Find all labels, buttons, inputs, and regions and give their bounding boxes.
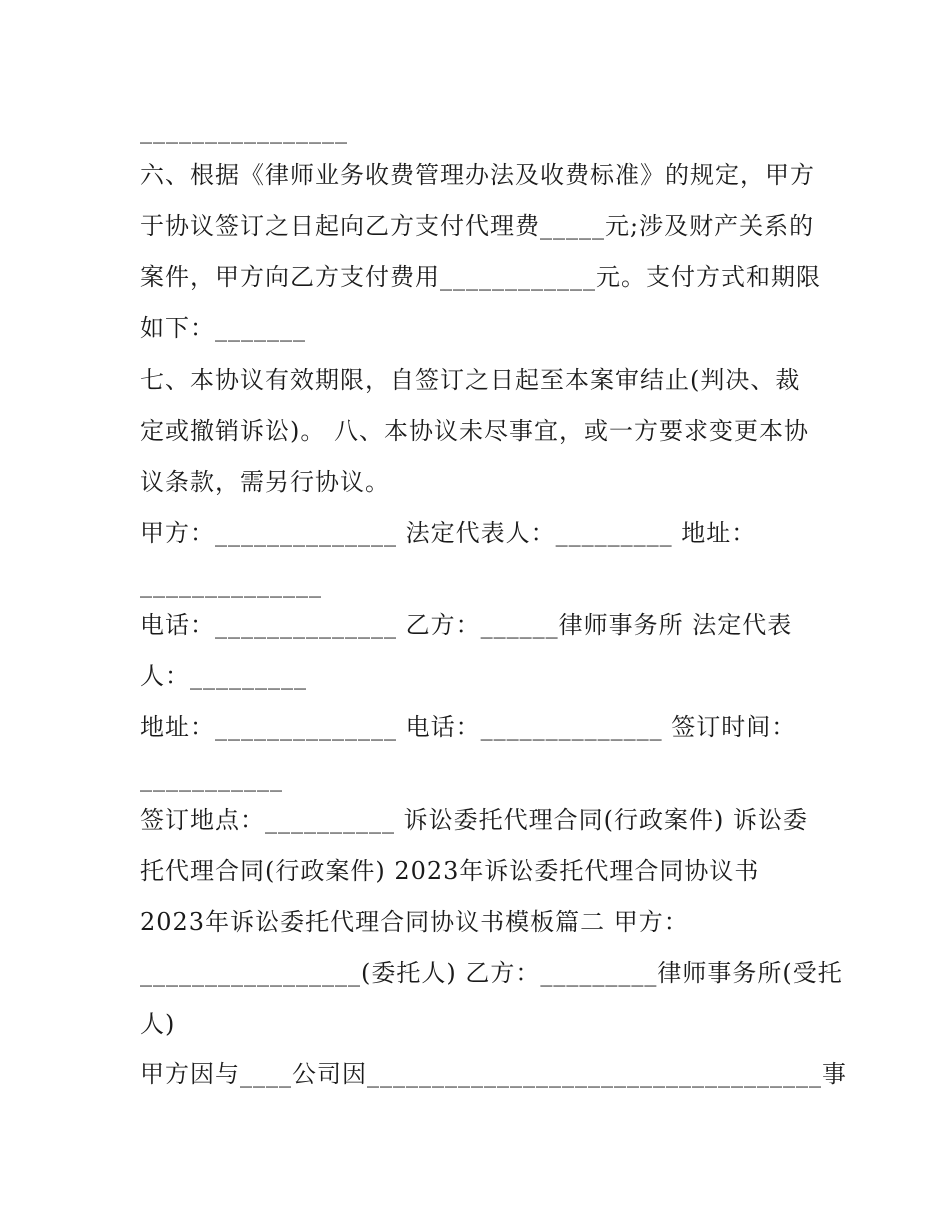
clause-6-line-3: 案件，甲方向乙方支付费用____________元。支付方式和期限 (140, 263, 821, 291)
representative-line: 人：_________ (140, 662, 307, 690)
blank-line: ___________ (140, 764, 283, 792)
signing-place-line: 签订地点：__________ 诉讼委托代理合同(行政案件) 诉讼委 (140, 806, 808, 834)
address-phone-line: 地址：______________ 电话：______________ 签订时间： (140, 713, 797, 741)
party-a-line: 甲方：______________ 法定代表人：_________ 地址： (140, 519, 757, 547)
clause-6-line-1: 六、根据《律师业务收费管理办法及收费标准》的规定，甲方 (140, 161, 815, 189)
clause-7-line-2: 定或撤销诉讼)。 八、本协议未尽事宜，或一方要求变更本协 (140, 417, 809, 445)
client-line-end: 人) (140, 1010, 176, 1038)
template-title-line: 2023年诉讼委托代理合同协议书模板篇二 甲方： (140, 908, 689, 936)
contract-title-line: 托代理合同(行政案件) 2023年诉讼委托代理合同协议书 (140, 857, 760, 885)
clause-6-line-2: 于协议签订之日起向乙方支付代理费_____元;涉及财产关系的 (140, 212, 815, 240)
clause-7-line-1: 七、本协议有效期限，自签订之日起至本案审结止(判决、裁 (140, 366, 801, 394)
client-line: _________________(委托人) 乙方：_________律师事务所(受托 (140, 959, 843, 987)
case-line: 甲方因与____公司因___________________________________事 (140, 1060, 847, 1088)
blank-line: ______________ (140, 570, 322, 598)
phone-party-b-line: 电话：______________ 乙方：______律师事务所 法定代表 (140, 611, 793, 639)
blank-line: ________________ (140, 116, 348, 144)
clause-7-line-3: 议条款，需另行协议。 (140, 468, 390, 496)
clause-6-line-4: 如下：_______ (140, 314, 306, 342)
